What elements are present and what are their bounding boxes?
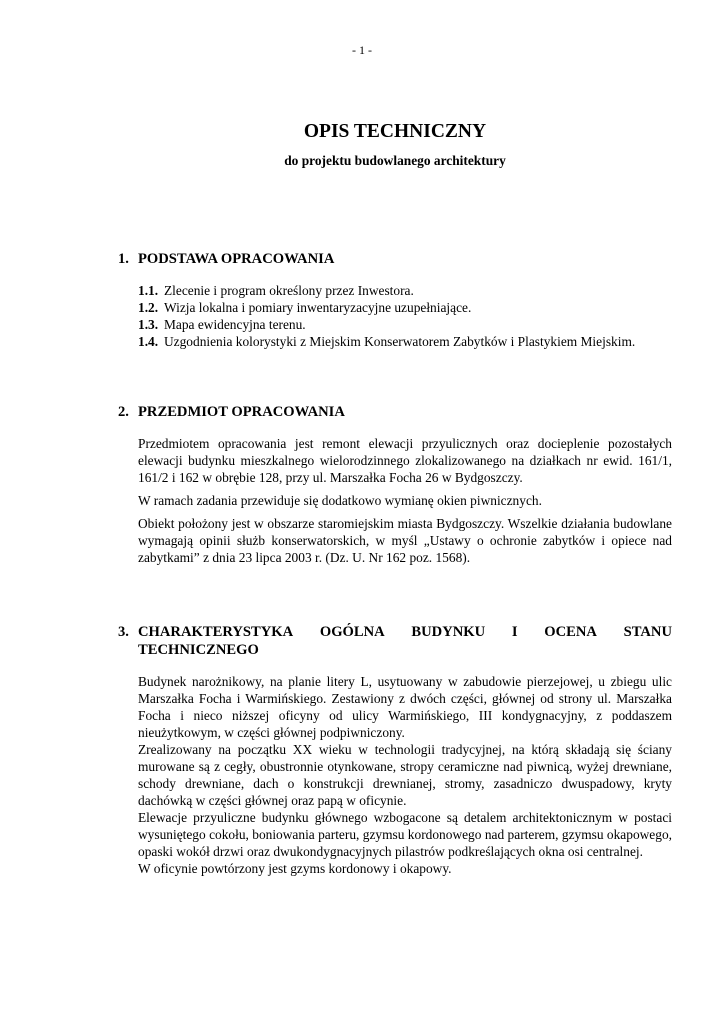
paragraph: Budynek narożnikowy, na planie litery L, usytuowany w zabudowie pierzejowej, u zbiegu ulic Marszałka Focha i Warmińskiego. Zestawiony z dwóch części, głównej od strony ul. Marszałka Focha i nieco niższej oficyny od ulicy Warmińskiego, III kondygnacyjny, z poddaszem nieużytkowym, w części głównej podpiwniczony. bbox=[138, 674, 672, 740]
section-title: PODSTAWA OPRACOWANIA bbox=[138, 251, 335, 267]
list-item-number: 1.3. bbox=[138, 317, 159, 332]
heading-word: OCENA bbox=[544, 624, 597, 640]
section-number: 2. bbox=[118, 404, 129, 420]
heading-word: BUDYNKU bbox=[411, 624, 486, 640]
paragraph: Zrealizowany na początku XX wieku w technologii tradycyjnej, na którą składają się ściany murowane są z cegły, obustronnie otynkowane, stropy ceramiczne nad piwnicą, wyżej drewniane, schody drewniane, dach o konstrukcji drewnianej, stromy, zasadniczo dwuspadowy, kryty dachówką w części głównej oraz papą w oficynie. bbox=[138, 742, 672, 808]
paragraph: Elewacje przyuliczne budynku głównego wzbogacone są detalem architektonicznym w postaci wysuniętego cokołu, boniowania parteru, gzymsu kordonowego nad parterem, gzymsu okapowego, opaski wokół drzwi oraz dwukondygnacyjnych pilastrów podkreślających okna osi centralnej. bbox=[138, 810, 672, 859]
list-item-text: Wizja lokalna i pomiary inwentaryzacyjne uzupełniające. bbox=[164, 300, 472, 315]
section-podstawa bbox=[118, 250, 672, 350]
document-subtitle: do projektu budowlanego architektury bbox=[284, 153, 506, 168]
section-title-line bbox=[138, 623, 672, 641]
list-item bbox=[138, 333, 672, 350]
section-title bbox=[138, 623, 672, 659]
section-title: PRZEDMIOT OPRACOWANIA bbox=[138, 404, 345, 420]
paragraph: Przedmiotem opracowania jest remont elewacji przyulicznych oraz docieplenie pozostałych elewacji budynku mieszkalnego wielorodzinnego zlokalizowanego na działkach nr ewid. 161/1, 161/2 i 162 w obrębie 128, przy ul. Marszałka Focha 26 w Bydgoszczy. bbox=[138, 436, 672, 485]
list-item-text: Zlecenie i program określony przez Inwestora. bbox=[164, 283, 414, 298]
heading-word: I bbox=[511, 624, 518, 640]
section-heading bbox=[118, 250, 672, 268]
heading-word: CHARAKTERYSTYKA bbox=[138, 624, 294, 640]
paragraph: W oficynie powtórzony jest gzyms kordonowy i okapowy. bbox=[138, 861, 452, 876]
list-item bbox=[138, 299, 672, 316]
list-item-text: Uzgodnienia kolorystyki z Miejskim Konserwatorem Zabytków i Plastykiem Miejskim. bbox=[164, 334, 636, 349]
section-number: 1. bbox=[118, 251, 129, 267]
paragraph: W ramach zadania przewiduje się dodatkowo wymianę okien piwnicznych. bbox=[138, 493, 542, 508]
list-item bbox=[138, 282, 672, 299]
section-number: 3. bbox=[118, 624, 129, 640]
section-heading bbox=[118, 623, 672, 659]
list-item-text: Mapa ewidencyjna terenu. bbox=[164, 317, 306, 332]
heading-word: STANU bbox=[623, 624, 672, 640]
paragraph: Obiekt położony jest w obszarze staromiejskim miasta Bydgoszczy. Wszelkie działania budowlane wymagają opinii służb konserwatorskich, w myśl „Ustawy o ochronie zabytków i opiece nad zabytkami” z dnia 23 lipca 2003 r. (Dz. U. Nr 162 poz. 1568). bbox=[138, 516, 672, 565]
section-heading bbox=[118, 403, 672, 421]
section-title-line: TECHNICZNEGO bbox=[138, 642, 259, 658]
list-item bbox=[138, 316, 672, 333]
section-przedmiot bbox=[118, 403, 672, 572]
section-charakterystyka bbox=[118, 623, 672, 877]
document-title: OPIS TECHNICZNY bbox=[303, 121, 487, 142]
list-item-number: 1.2. bbox=[138, 300, 159, 315]
list-item-number: 1.1. bbox=[138, 283, 159, 298]
source-list bbox=[138, 282, 672, 350]
page-number: - 1 - bbox=[352, 43, 372, 57]
list-item-number: 1.4. bbox=[138, 334, 159, 349]
heading-word: OGÓLNA bbox=[319, 624, 385, 640]
